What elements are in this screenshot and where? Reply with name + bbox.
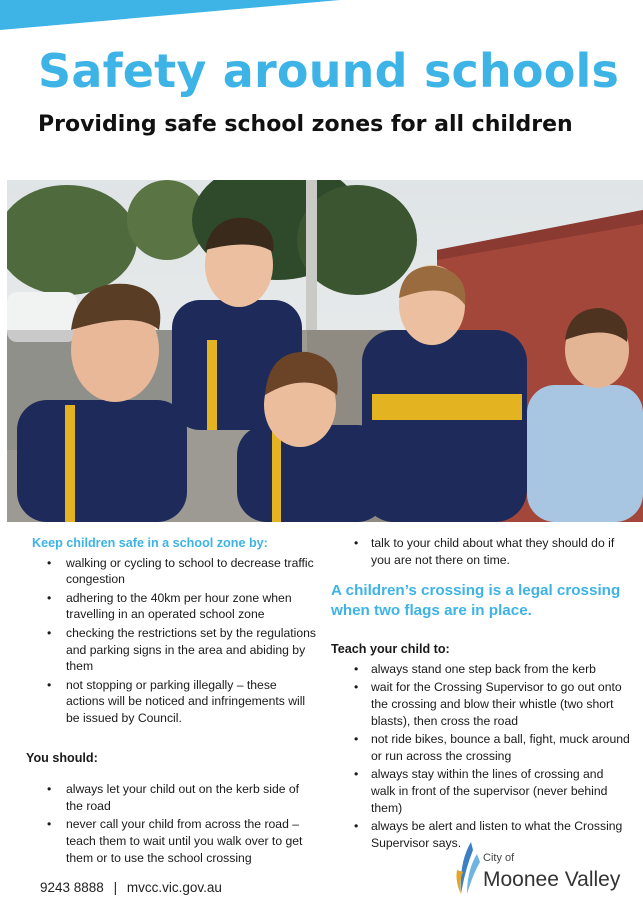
teach-your-child-heading: Teach your child to: — [331, 642, 450, 657]
right-column — [331, 535, 631, 853]
list-item: • walking or cycling to school to decrease traffic congestion — [26, 555, 316, 588]
list-item: • adhering to the 40km per hour zone when travelling in an operated school zone — [26, 590, 316, 623]
list-item: • checking the restrictions set by the regulations and parking signs in the area and abiding by them — [26, 625, 316, 675]
list-item: • always stand one step back from the kerb — [331, 661, 631, 678]
list-item: • always be alert and listen to what the Crossing Supervisor says. — [331, 818, 631, 851]
page-title: Safety around schools — [38, 44, 620, 98]
header-accent-stripe — [0, 0, 643, 30]
list-item: • always let your child out on the kerb side of the road — [26, 781, 316, 814]
logo-city-of: City of — [483, 852, 515, 864]
page-subtitle: Providing safe school zones for all children — [38, 112, 573, 137]
logo-moonee-valley: Moonee Valley — [483, 868, 621, 891]
crossing-heading: A children’s crossing is a legal crossing when two flags are in place. — [331, 582, 621, 620]
you-should-list — [26, 781, 316, 866]
list-item: • talk to your child about what they should do if you are not there on time. — [331, 535, 631, 568]
moonee-valley-logo-icon — [455, 840, 481, 896]
left-column — [26, 535, 316, 868]
website-link[interactable]: mvcc.vic.gov.au — [126, 880, 222, 895]
you-should-heading: You should: — [26, 750, 98, 765]
safe-school-zone-heading: Keep children safe in a school zone by: — [32, 536, 268, 550]
list-item: • not ride bikes, bounce a ball, fight, muck around or run across the crossing — [331, 731, 631, 764]
continued-list — [331, 535, 631, 568]
footer-contact — [40, 880, 222, 895]
teach-your-child-list — [331, 661, 631, 852]
list-item: • wait for the Crossing Supervisor to go out onto the crossing and blow their whistle (two short blasts), then cross the road — [331, 679, 631, 729]
list-item: • never call your child from across the road – teach them to wait until you walk over to get them or to use the school crossing — [26, 816, 316, 866]
school-children-photo — [7, 180, 643, 522]
list-item: • not stopping or parking illegally – these actions will be noticed and infringements will be issued by Council. — [26, 677, 316, 727]
council-logo — [455, 838, 625, 898]
list-item: • always stay within the lines of crossing and walk in front of the supervisor (never behind them) — [331, 766, 631, 816]
safe-school-zone-list — [26, 555, 316, 727]
footer-separator: | — [113, 880, 118, 895]
phone-number: 9243 8888 — [40, 880, 104, 895]
